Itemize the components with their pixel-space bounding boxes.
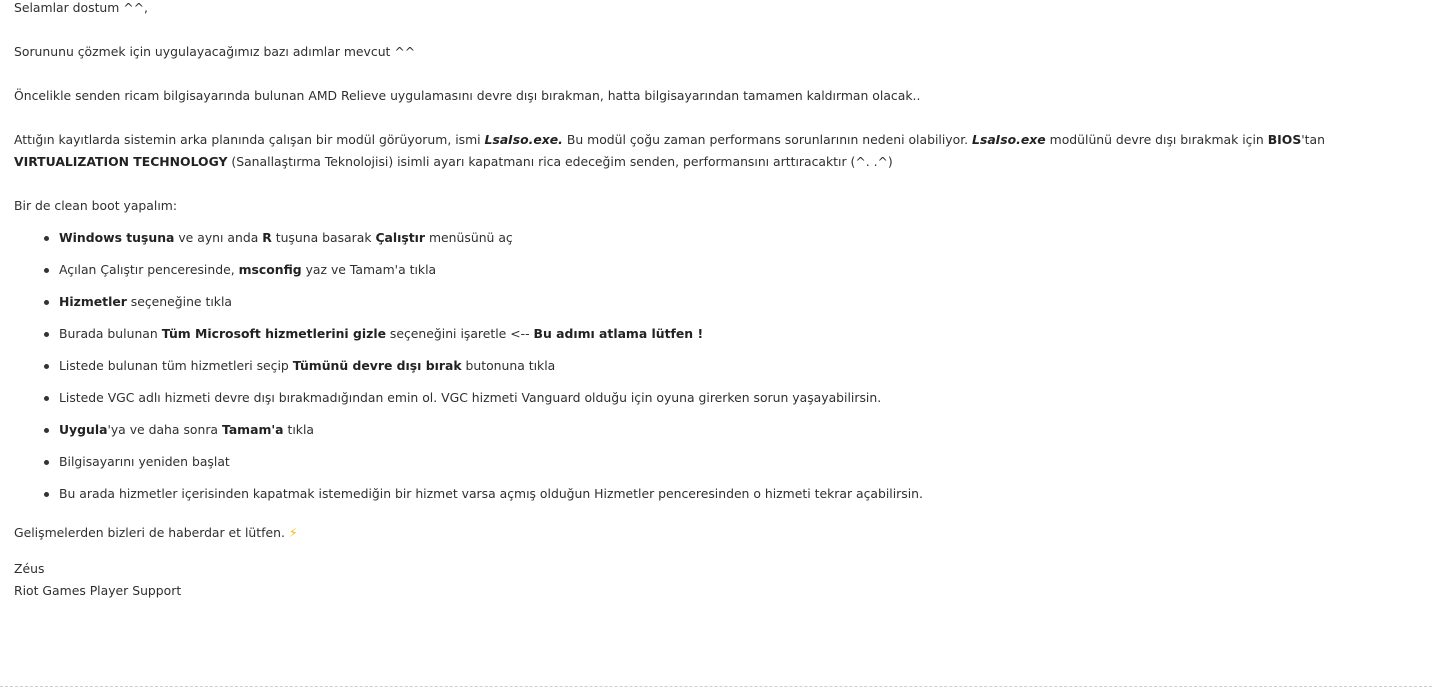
greeting: Selamlar dostum ^^, — [14, 0, 148, 15]
clean-boot-steps — [14, 227, 1422, 505]
list-item: Windows tuşuna ve aynı anda R tuşuna basarak Çalıştır menüsünü aç — [59, 227, 1422, 249]
list-item: Listede bulunan tüm hizmetleri seçip Tümünü devre dışı bırak butonuna tıkla — [59, 355, 1422, 377]
closing-line: Gelişmelerden bizleri de haberdar et lütfen. ⚡ — [14, 525, 298, 540]
list-item: Bu arada hizmetler içerisinden kapatmak istemediğin bir hizmet varsa açmış olduğun Hizmetler penceresinden o hizmeti tekrar açabilirsin. — [59, 483, 1422, 505]
lsaiso-paragraph: Attığın kayıtlarda sistemin arka planında çalışan bir modül görüyorum, ismi LsaIso.exe. Bu modül çoğu zaman performans sorunlarının nedeni olabiliyor. LsaIso.exe modülünü devre dışı bırakmak için BIOS'tan VIRTUALIZATION TECHNOLOGY (Sanallaştırma Teknolojisi) isimli ayarı kapatmanı rica edeceğim senden, performansını arttıracaktır (^. .^) — [14, 132, 1325, 169]
list-item: Listede VGC adlı hizmeti devre dışı bırakmadığından emin ol. VGC hizmeti Vanguard olduğu için oyuna girerken sorun yaşayabilirsin. — [59, 387, 1422, 409]
list-item: Hizmetler seçeneğine tıkla — [59, 291, 1422, 313]
module-name: LsaIso.exe — [972, 132, 1046, 147]
list-item: Uygula'ya ve daha sonra Tamam'a tıkla — [59, 419, 1422, 441]
signature-name: Zéus — [14, 561, 45, 576]
list-item: Açılan Çalıştır penceresinde, msconfig yaz ve Tamam'a tıkla — [59, 259, 1422, 281]
lightning-icon: ⚡ — [288, 525, 298, 540]
module-name: LsaIso.exe. — [484, 132, 563, 147]
signature-team: Riot Games Player Support — [14, 583, 182, 598]
message-body — [14, 0, 1422, 602]
intro-paragraph: Sorununu çözmek için uygulayacağımız bazı adımlar mevcut ^^ — [14, 44, 416, 59]
amd-relieve-paragraph: Öncelikle senden ricam bilgisayarında bulunan AMD Relieve uygulamasını devre dışı bırakman, hatta bilgisayarından tamamen kaldırman olacak.. — [14, 88, 921, 103]
clean-boot-intro: Bir de clean boot yapalım: — [14, 198, 178, 213]
divider — [0, 686, 1432, 687]
list-item: Bilgisayarını yeniden başlat — [59, 451, 1422, 473]
virtualization-label: VIRTUALIZATION TECHNOLOGY — [14, 154, 228, 169]
bios-label: BIOS — [1267, 132, 1302, 147]
list-item: Burada bulunan Tüm Microsoft hizmetlerini gizle seçeneğini işaretle <-- Bu adımı atlama lütfen ! — [59, 323, 1422, 345]
